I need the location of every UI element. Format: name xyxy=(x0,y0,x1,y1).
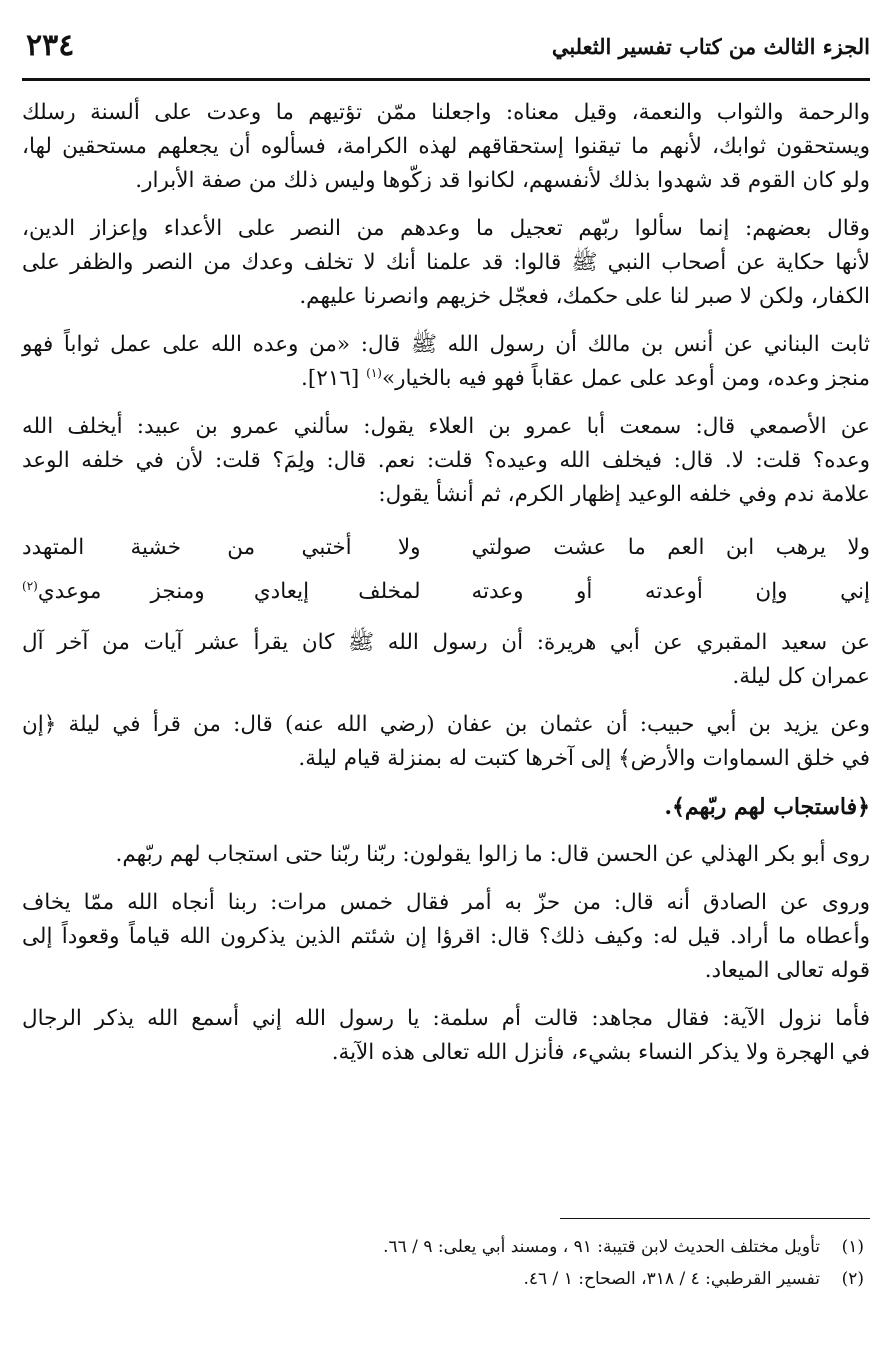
text-line: ثابت البناني عن أنس بن مالك أن رسول الله ﷺ قال: «من وعده الله على عمل ثواباً فهو xyxy=(22,332,870,357)
paragraph xyxy=(22,96,870,198)
text-line: عمران كل ليلة. xyxy=(732,664,870,689)
text-line: علامة ندم وفي خلفه الوعيد إظهار الكرم، ثم أنشأ يقول: xyxy=(378,482,870,507)
text-line: وروى عن الصادق أنه قال: من حزّ به أمر فقال خمس مرات: ربنا أنجاه الله ممّا يخاف xyxy=(22,890,870,915)
footnote-text: تفسير القرطبي: ٤ / ٣١٨، الصحاح: ١ / ٤٦. xyxy=(523,1269,820,1289)
poem-second-hemistich xyxy=(22,570,421,614)
paragraph xyxy=(22,410,870,512)
text-line: ولو كان القوم قد شهدوا بذلك لأنفسهم، لكانوا قد زكّوها وليس ذلك من صفة الأبرار. xyxy=(135,168,870,193)
footnote xyxy=(22,1265,870,1293)
text-segment: لمخلف إيعادي ومنجز موعدي xyxy=(37,579,421,604)
page-number: ٢٣٤ xyxy=(26,28,75,63)
poem-second-hemistich: ولا أختبي من خشية المتهدد xyxy=(22,535,421,560)
text-line: وأعطاه ما أراد. قيل له: وكيف ذلك؟ قال: اقرؤا إن شئتم الذين يذكرون الله قياماً وقعوداً إلى xyxy=(22,924,870,949)
paragraph xyxy=(22,1002,870,1070)
paragraph xyxy=(22,708,870,776)
paragraph xyxy=(22,838,870,872)
footnote-divider xyxy=(560,1218,870,1219)
footnote-ref[interactable]: (١) xyxy=(366,365,382,380)
footnote-ref[interactable]: (٢) xyxy=(22,578,38,593)
page-body xyxy=(22,96,870,1084)
text-line xyxy=(22,362,870,396)
paragraph xyxy=(22,212,870,314)
text-line: في الهجرة ولا يذكر النساء بشيء، فأنزل الله تعالى هذه الآية. xyxy=(331,1040,870,1065)
footnote-number: (١) xyxy=(841,1237,864,1257)
verse-heading: ﴿فاستجاب لهم ربّهم﴾. xyxy=(664,794,870,820)
footnote xyxy=(22,1233,870,1261)
text-line: ويستحقون ثوابك، لأنهم ما تيقنوا إستحقاقهم لهذه الكرامة، فسألوه أن يجعلهم مستحقين لها، xyxy=(22,134,870,159)
text-line: في خلق السماوات والأرض﴾ إلى آخرها كتبت له بمنزلة قيام ليلة. xyxy=(298,746,870,771)
book-page xyxy=(22,0,870,1364)
footnote-number: (٢) xyxy=(841,1269,864,1289)
text-line: عن سعيد المقبري عن أبي هريرة: أن رسول الله ﷺ كان يقرأ عشر آيات من آخر آل xyxy=(22,630,870,655)
poem-first-hemistich: إني وإن أوعدته أو وعدته xyxy=(471,579,870,604)
text-line: قوله تعالى الميعاد. xyxy=(704,958,870,983)
text-line: الكفار، ولكن لا صبر لنا على حكمك، فعجّل خزيهم وانصرنا عليهم. xyxy=(299,284,870,309)
text-segment: [٢١٦]. xyxy=(301,366,367,391)
paragraph xyxy=(22,328,870,396)
text-line: عن الأصمعي قال: سمعت أبا عمرو بن العلاء يقول: سألني عمرو بن عبيد: أيخلف الله xyxy=(22,414,870,439)
text-line: روى أبو بكر الهذلي عن الحسن قال: ما زالوا يقولون: ربّنا ربّنا حتى استجاب لهم ربّهم. xyxy=(115,842,870,867)
text-line: وعن يزيد بن أبي حبيب: أن عثمان بن عفان (رضي الله عنه) قال: من قرأ في ليلة ﴿إن xyxy=(22,712,870,737)
running-title: الجزء الثالث من كتاب تفسير الثعلبي xyxy=(551,34,870,59)
poem-verse xyxy=(22,570,870,614)
text-line: والرحمة والثواب والنعمة، وقيل معناه: واجعلنا ممّن تؤتيهم ما وعدت على ألسنة رسلك xyxy=(22,100,870,125)
text-line: فأما نزول الآية: فقال مجاهد: قالت أم سلمة: يا رسول الله إني أسمع الله يذكر الرجال xyxy=(22,1006,870,1031)
text-line: وعده؟ قلت: لا. قال: فيخلف الله وعيده؟ قلت: نعم. قال: ولِمَ؟ قلت: لأن في خلفه الوعد xyxy=(22,448,870,473)
paragraph xyxy=(22,626,870,694)
text-line: وقال بعضهم: إنما سألوا ربّهم تعجيل ما وعدهم من النصر على الأعداء وإعزاز الدين، xyxy=(22,216,870,241)
poem-verse xyxy=(22,526,870,570)
footnotes xyxy=(22,1218,870,1297)
poem-first-hemistich: ولا يرهب ابن العم ما عشت صولتي xyxy=(471,535,870,560)
text-segment: منجز وعده، ومن أوعد على عمل عقاباً فهو فيه بالخيار» xyxy=(381,366,870,391)
paragraph xyxy=(22,886,870,988)
footnote-text: تأويل مختلف الحديث لابن قتيبة: ٩١ ، ومسند أبي يعلى: ٩ / ٦٦. xyxy=(383,1237,820,1257)
page-header xyxy=(22,28,870,81)
text-line: لأنها حكاية عن أصحاب النبي ﷺ قالوا: قد علمنا أنك لا تخلف وعدك من النصر والظفر على xyxy=(22,250,870,275)
poem xyxy=(22,526,870,614)
